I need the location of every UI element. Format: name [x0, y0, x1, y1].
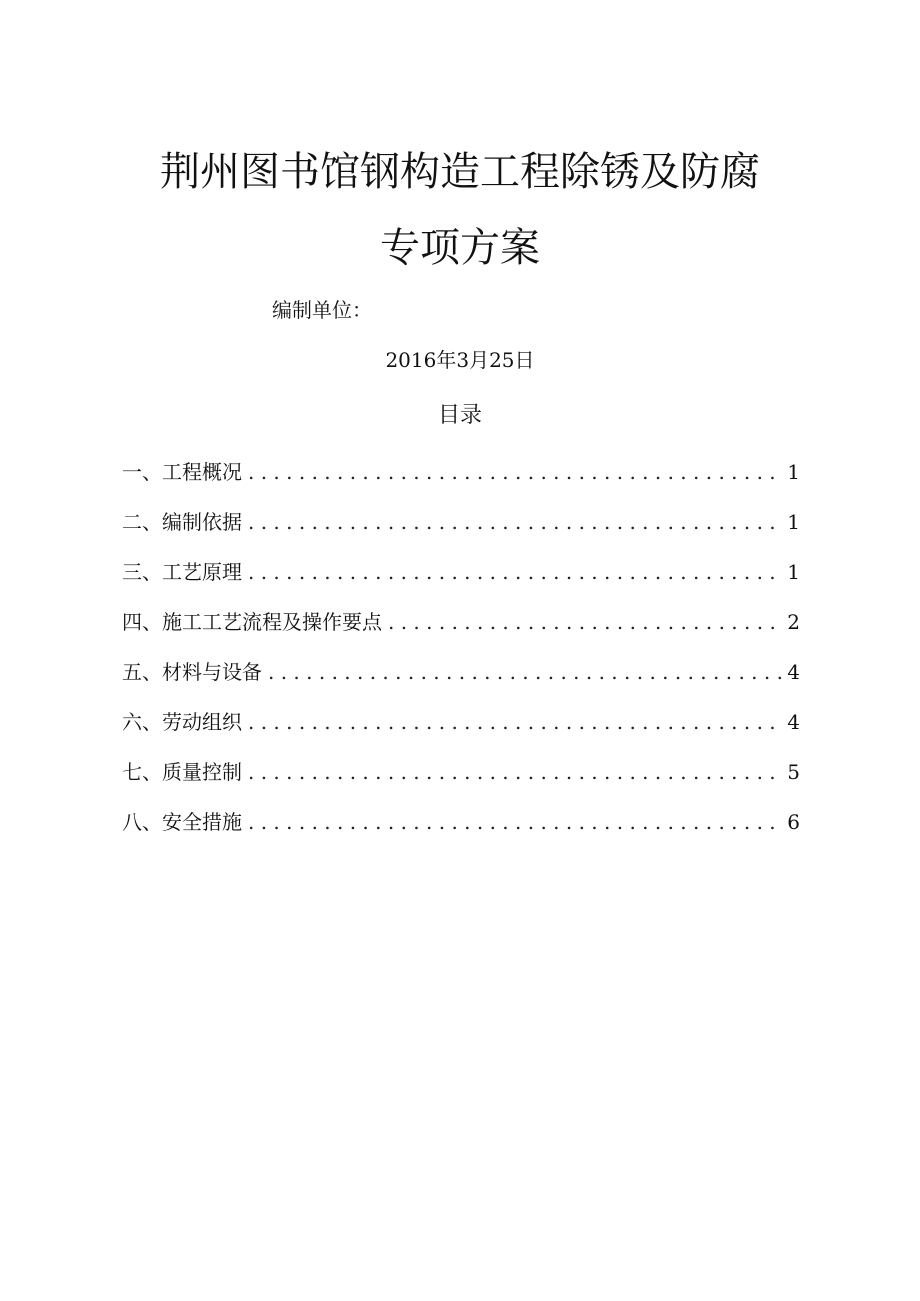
toc-heading: 目录 [437, 403, 482, 428]
toc-entry[interactable] [122, 708, 800, 758]
document-title-line-1: 荆州图书馆钢构造工程除锈及防腐 [160, 149, 760, 195]
toc-entry-label: 六、劳动组织 [122, 710, 242, 734]
toc-dot-leader [248, 808, 783, 836]
toc-entry[interactable] [122, 658, 800, 708]
toc-dot-leader [388, 608, 783, 636]
toc-dot-leader [268, 658, 783, 686]
toc-entry[interactable] [122, 558, 800, 608]
toc-entry-page: 4 [787, 710, 800, 734]
toc-dot-leader [248, 708, 783, 736]
toc-entry-page: 4 [787, 660, 800, 684]
toc-dot-leader [248, 558, 783, 586]
toc-entry-page: 1 [787, 510, 800, 534]
toc-dot-leader [248, 458, 783, 486]
toc-entry-label: 七、质量控制 [122, 760, 242, 784]
toc-entry-label: 四、施工工艺流程及操作要点 [122, 610, 382, 634]
toc-dot-leader [248, 508, 783, 536]
toc-entry-label: 三、工艺原理 [122, 560, 242, 584]
toc-entry[interactable] [122, 508, 800, 558]
document-date: 2016年3月25日 [385, 348, 535, 372]
toc-entry-page: 1 [787, 460, 800, 484]
toc-entry[interactable] [122, 608, 800, 658]
toc-entry-label: 一、工程概况 [122, 460, 242, 484]
toc-dot-leader [248, 758, 783, 786]
compiling-unit-label: 编制单位： [272, 298, 372, 322]
toc-entry-page: 2 [787, 610, 800, 634]
toc-entry-label: 五、材料与设备 [122, 660, 262, 684]
toc-entry-page: 1 [787, 560, 800, 584]
toc-entry[interactable] [122, 758, 800, 808]
toc-entry-label: 二、编制依据 [122, 510, 242, 534]
toc-entry[interactable] [122, 808, 800, 858]
table-of-contents [122, 458, 800, 858]
document-title-line-2: 专项方案 [380, 225, 540, 271]
toc-entry-page: 6 [787, 810, 800, 834]
toc-entry[interactable] [122, 458, 800, 508]
toc-entry-page: 5 [787, 760, 800, 784]
toc-entry-label: 八、安全措施 [122, 810, 242, 834]
